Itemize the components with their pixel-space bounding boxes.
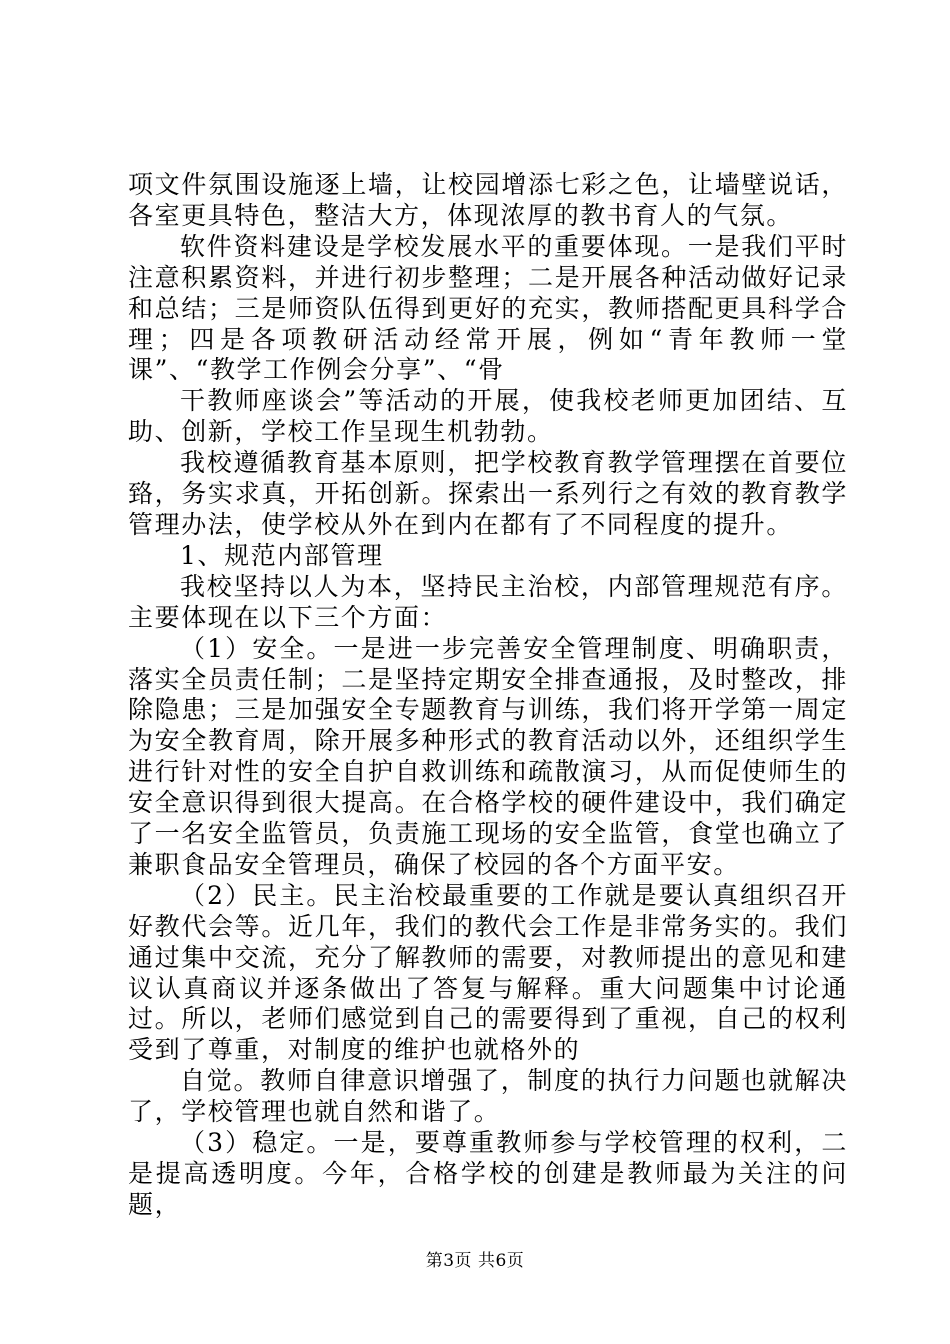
paragraph-1: 项文件氛围设施逐上墙，让校园增添七彩之色，让墙壁说话，各室更具特色，整洁大方，体现浓厚的教书育人的气氛。 [128, 170, 848, 230]
section-heading-1: 1、规范内部管理 [180, 540, 384, 570]
document-body [128, 170, 848, 1221]
paragraph-stability: （3）稳定。一是，要尊重教师参与学校管理的权利，二是提高透明度。今年，合格学校的创建是教师最为关注的问题， [128, 1128, 848, 1219]
paragraph-9: 自觉。教师自律意识增强了，制度的执行力问题也就解决了，学校管理也就自然和谐了。 [128, 1066, 848, 1127]
page-footer: 第3页 共6页 [425, 1251, 525, 1271]
paragraph-4: 我校遵循教育基本原则，把学校教育教学管理摆在首要位臵，务实求真，开拓创新。探索出一系列行之有效的教育教学管理办法，使学校从外在到内在都有了不同程度的提升。 [128, 448, 848, 539]
paragraph-2: 软件资料建设是学校发展水平的重要体现。一是我们平时注意积累资料，并进行初步整理；二是开展各种活动做好记录和总结；三是师资队伍得到更好的充实，教师搭配更具科学合理；四是各项教研活动经常开展，例如“青年教师一堂课”、“教学工作例会分享”、“骨 [128, 231, 848, 385]
paragraph-safety: （1）安全。一是进一步完善安全管理制度、明确职责，落实全员责任制；二是坚持定期安全排查通报，及时整改，排除隐患；三是加强安全专题教育与训练，我们将开学第一周定为安全教育周，除开展多种形式的教育活动以外，还组织学生进行针对性的安全自护自救训练和疏散演习，从而促使师生的安全意识得到很大提高。在合格学校的硬件建设中，我们确定了一名安全监管员，负责施工现场的安全监管，食堂也确立了兼职食品安全管理员，确保了校园的各个方面平安。 [128, 633, 848, 879]
paragraph-democracy: （2）民主。民主治校最重要的工作就是要认真组织召开好教代会等。近几年，我们的教代会工作是非常务实的。我们通过集中交流，充分了解教师的需要，对教师提出的意见和建议认真商议并逐条做出了答复与解释。重大问题集中讨论通过。所以，老师们感觉到自己的需要得到了重视，自己的权利受到了尊重，对制度的维护也就格外的 [128, 880, 848, 1065]
paragraph-6: 我校坚持以人为本，坚持民主治校，内部管理规范有序。主要体现在以下三个方面： [128, 571, 848, 632]
paragraph-3: 干教师座谈会”等活动的开展，使我校老师更加团结、互助、创新，学校工作呈现生机勃勃。 [128, 386, 848, 447]
